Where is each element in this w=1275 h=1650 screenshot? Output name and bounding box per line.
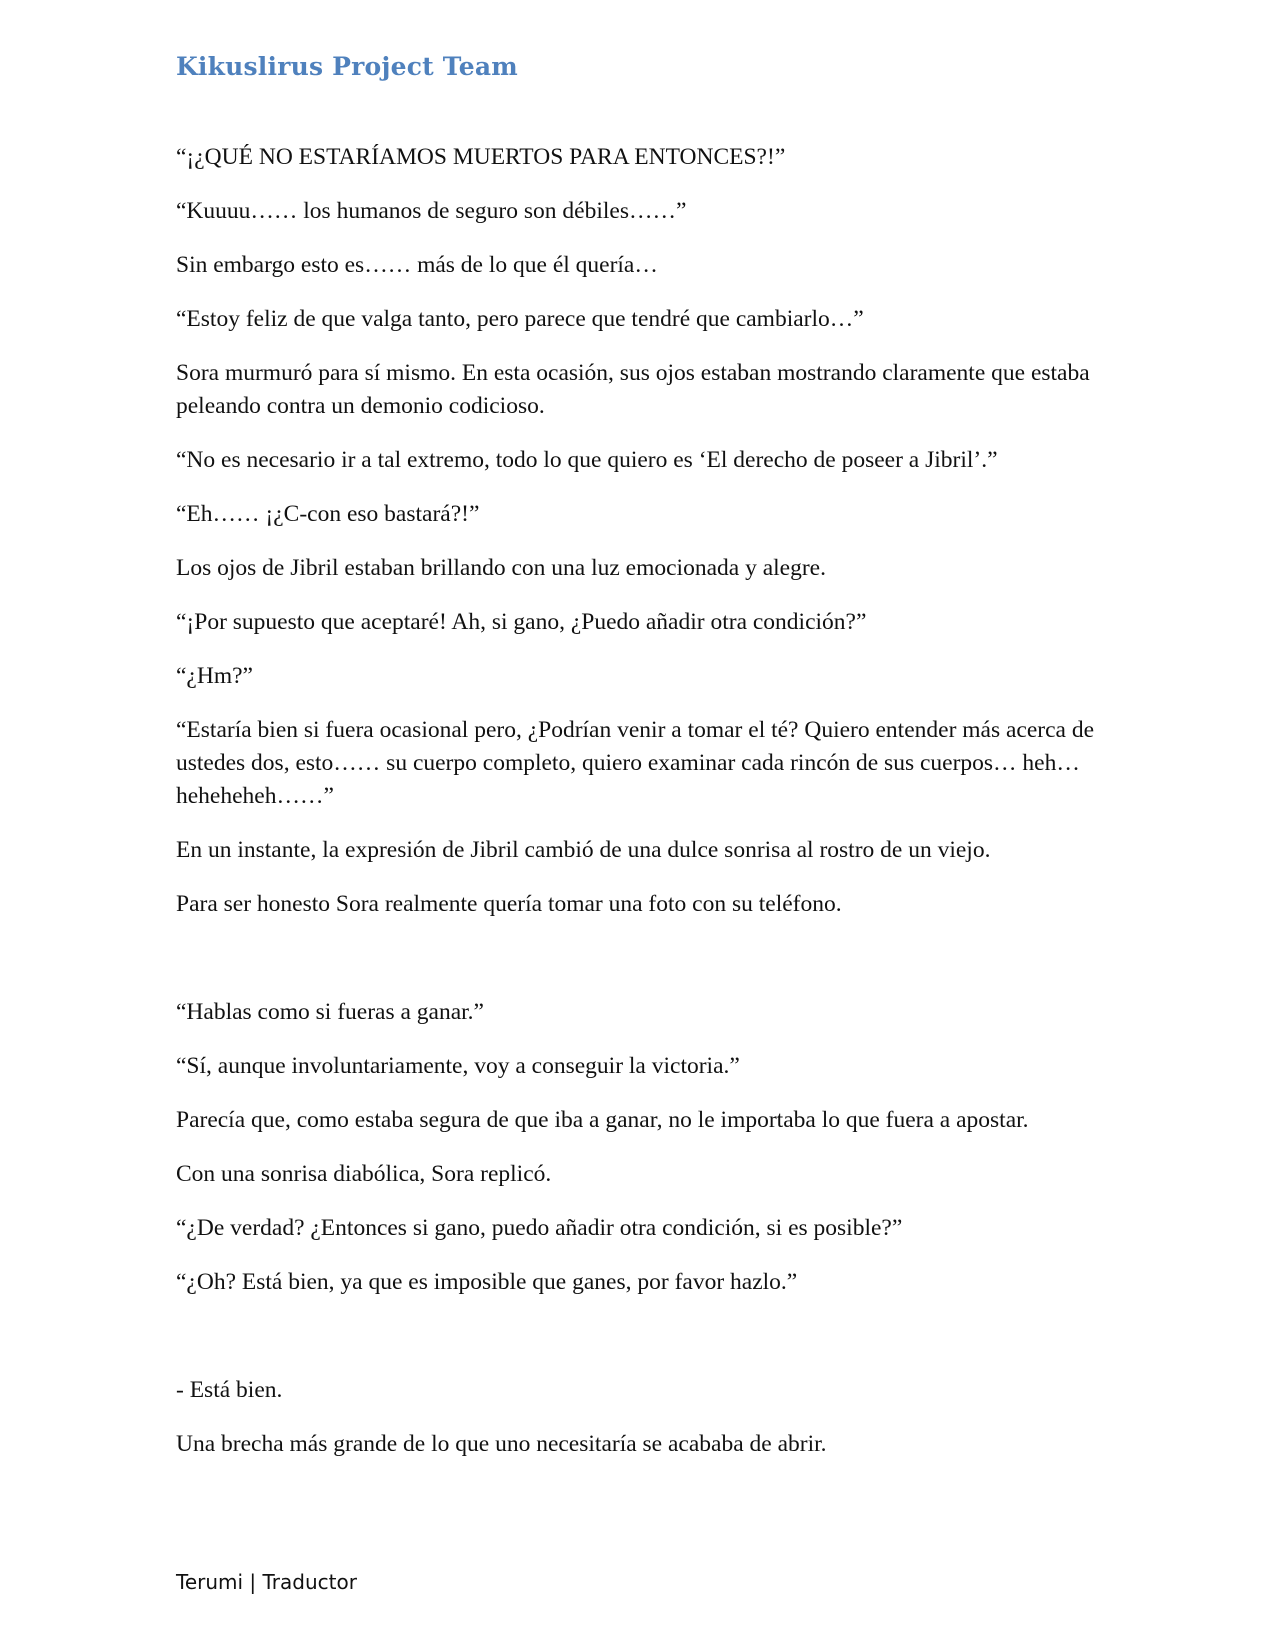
paragraph: Sora murmuró para sí mismo. En esta ocasión, sus ojos estaban mostrando claramente que estaba peleando contra un demonio codicioso. [176,360,1090,419]
paragraph: “¡Por supuesto que aceptaré! Ah, si gano, ¿Puedo añadir otra condición?” [176,609,867,635]
paragraph: “Estaría bien si fuera ocasional pero, ¿Podrían venir a tomar el té? Quiero entender más acerca de ustedes dos, esto…… su cuerpo completo, quiero examinar cada rincón de sus cuerpos… heh… heheheheh……” [176,717,1095,809]
paragraph: Sin embargo esto es…… más de lo que él quería… [176,252,658,278]
paragraph: “¡¿QUÉ NO ESTARÍAMOS MUERTOS PARA ENTONCES?!” [176,144,786,170]
paragraph: En un instante, la expresión de Jibril cambió de una dulce sonrisa al rostro de un viejo. [176,837,991,863]
paragraph: “¿Oh? Está bien, ya que es imposible que ganes, por favor hazlo.” [176,1269,798,1295]
scene-break [176,1320,1096,1374]
paragraph: Los ojos de Jibril estaban brillando con una luz emocionada y alegre. [176,555,826,581]
paragraph: Parecía que, como estaba segura de que iba a ganar, no le importaba lo que fuera a apostar. [176,1107,1029,1133]
document-footer: Terumi | Traductor [176,1570,357,1594]
paragraph: “¿De verdad? ¿Entonces si gano, puedo añadir otra condición, si es posible?” [176,1215,903,1241]
scene-break [176,942,1096,996]
paragraph: “¿Hm?” [176,663,253,689]
paragraph: “Estoy feliz de que valga tanto, pero parece que tendré que cambiarlo…” [176,306,864,332]
paragraph: “Sí, aunque involuntariamente, voy a conseguir la victoria.” [176,1053,740,1079]
paragraph: Una brecha más grande de lo que uno necesitaría se acababa de abrir. [176,1431,827,1457]
paragraph: - Está bien. [176,1377,283,1403]
paragraph: “Kuuuu…… los humanos de seguro son débiles……” [176,198,687,224]
paragraph: Con una sonrisa diabólica, Sora replicó. [176,1161,552,1187]
paragraph: “Eh…… ¡¿C-con eso bastará?!” [176,501,480,527]
document-header: Kikuslirus Project Team [176,52,518,81]
paragraph: “Hablas como si fueras a ganar.” [176,999,484,1025]
paragraph: Para ser honesto Sora realmente quería tomar una foto con su teléfono. [176,891,842,917]
document-body [176,141,1096,1482]
paragraph: “No es necesario ir a tal extremo, todo lo que quiero es ‘El derecho de poseer a Jibril’.” [176,447,998,473]
